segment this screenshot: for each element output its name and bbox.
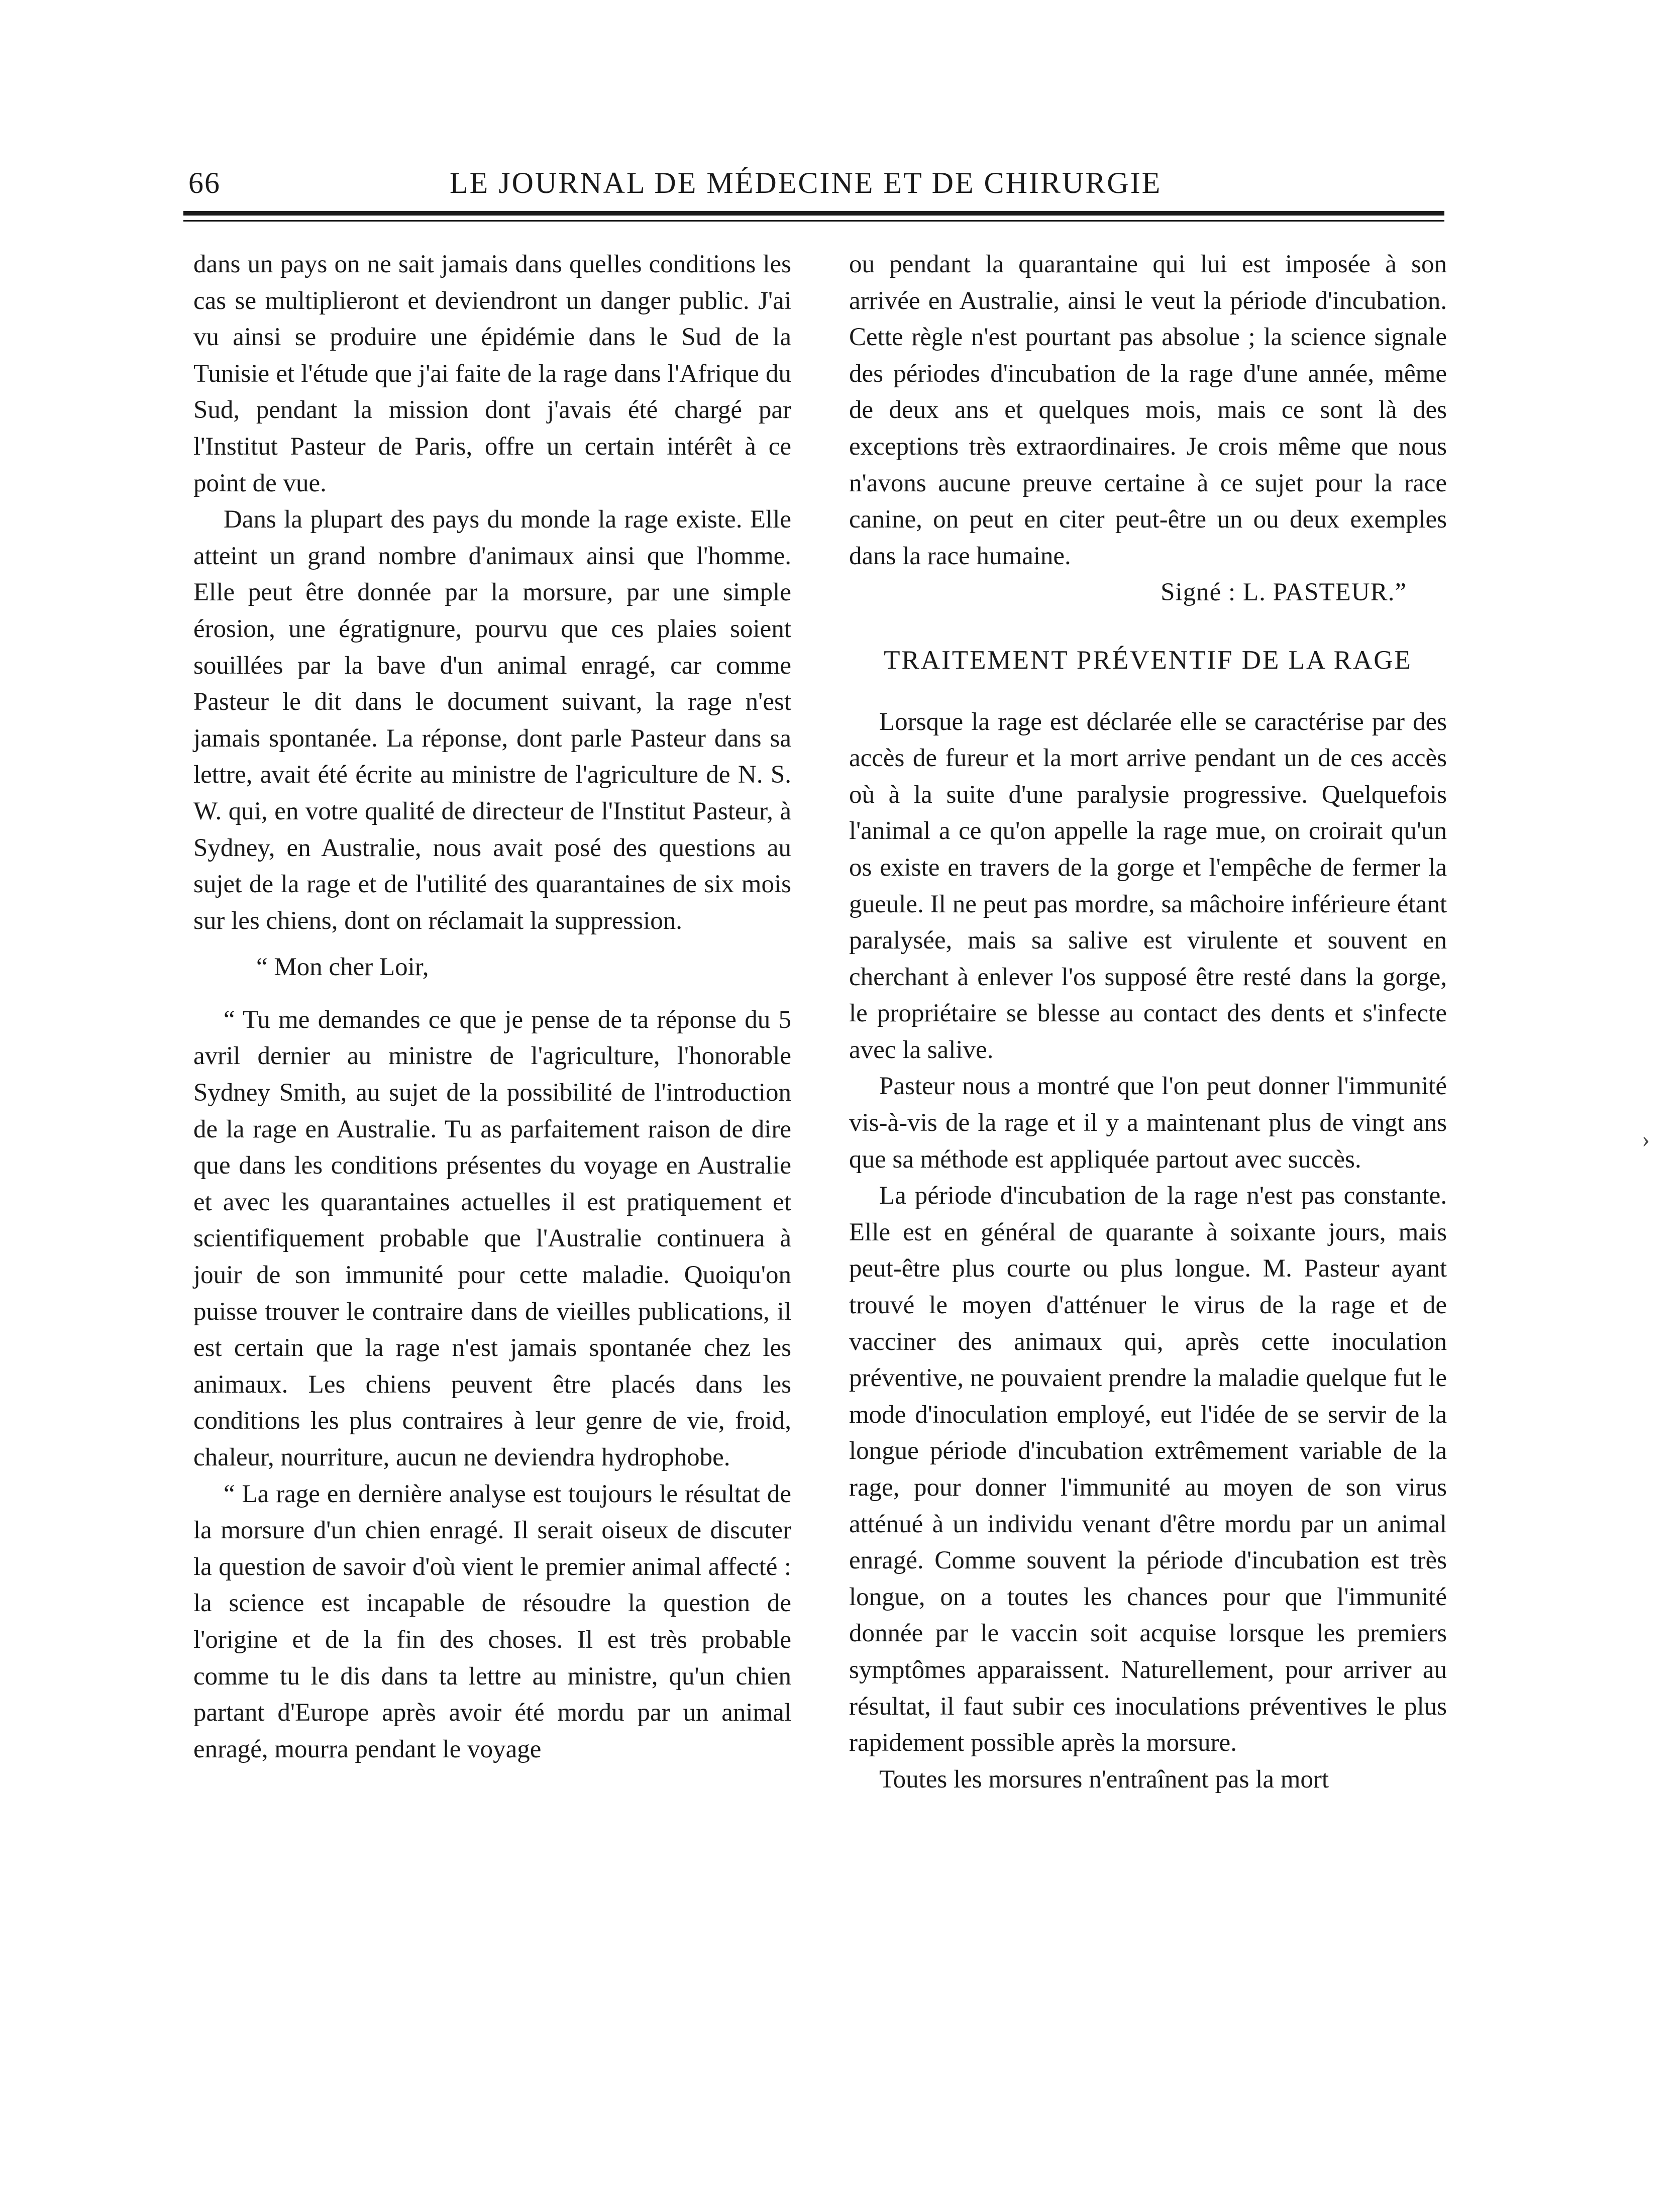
header-rule-thick [183,211,1444,216]
paragraph: Pasteur nous a montré que l'on peut donner l'immunité vis-à-vis de la rage et il y a maintenant plus de vingt ans que sa méthode est appliquée partout avec succès. [849,1072,1447,1174]
page-header [188,166,1444,211]
header-rule-thin [183,220,1444,222]
paragraph: dans un pays on ne sait jamais dans quelles conditions les cas se multiplieront et deviendront un danger public. J'ai vu ainsi se produire une épidémie dans le Sud de la Tunisie et l'étude que j'ai faite de la rage dans l'Afrique du Sud, pendant la mission dont j'avais été chargé par l'Institut Pasteur de Paris, offre un certain intérêt à ce point de vue. [193,250,791,497]
paragraph: La période d'incubation de la rage n'est pas constante. Elle est en général de quarante à soixante jours, mais peut-être plus courte ou plus longue. M. Pasteur ayant trouvé le moyen d'atténuer le virus de la rage et de vacciner des animaux qui, après cette inoculation préventive, ne pouvaient prendre la maladie quelque fut le mode d'inoculation employé, eut l'idée de se servir de la longue période d'incubation extrêmement variable de la rage, pour donner l'immunité au moyen de son virus atténué à un individu venant d'être mordu par un animal enragé. Comme souvent la période d'incubation est très longue, on a toutes les chances pour que l'immunité donnée par le vaccin soit acquise lorsque les premiers symptômes apparaissent. Naturellement, pour arriver au résultat, il faut subir ces inoculations préventives le plus rapidement possible après la morsure. [849,1182,1447,1757]
running-title: LE JOURNAL DE MÉDECINE ET DE CHIRURGIE [450,166,1162,199]
paragraph: Dans la plupart des pays du monde la rage existe. Elle atteint un grand nombre d'animaux ainsi que l'homme. Elle peut être donnée par la morsure, par une simple érosion, une égratignure, pourvu que ces plaies soient souillées par la bave d'un animal enragé, car comme Pasteur le dit dans le document suivant, la rage n'est jamais spontanée. La réponse, dont parle Pasteur dans sa lettre, avait été écrite au ministre de l'agriculture de N. S. W. qui, en votre qualité de directeur de l'Institut Pasteur, à Sydney, en Australie, nous avait posé des questions au sujet de la rage et de l'utilité des quarantaines de six mois sur les chiens, dont on réclamait la suppression. [193,505,791,935]
letter-signature: Signé : L. PASTEUR.” [1161,578,1407,607]
page-number: 66 [188,166,221,199]
letter-paragraph: “ Tu me demandes ce que je pense de ta réponse du 5 avril dernier au ministre de l'agriculture, l'honorable Sydney Smith, au sujet de la possibilité de l'introduction de la rage en Australie. Tu as parfaitement raison de dire que dans les conditions présentes du voyage en Australie et avec les quarantaines actuelles il est pratiquement et scientifiquement probable que l'Australie continuera à jouir de son immunité pour cette maladie. Quoiqu'on puisse trouver le contraire dans de vieilles publications, il est certain que la rage n'est jamais spontanée chez les animaux. Les chiens peuvent être placés dans les conditions les plus contraires à leur genre de vie, froid, chaleur, nourriture, aucun ne deviendra hydrophobe. [193,1005,791,1471]
letter-continuation: ou pendant la quarantaine qui lui est imposée à son arrivée en Australie, ainsi le veut la période d'incubation. Cette règle n'est pourtant pas absolue ; la science signale des périodes d'incubation de la rage d'une année, même de deux ans et quelques mois, mais ce sont là des exceptions très extraordinaires. Je crois même que nous n'avons aucune preuve certaine à ce sujet pour la race canine, on peut en citer peut-être un ou deux exemples dans la race humaine. [849,250,1447,570]
paragraph: Toutes les morsures n'entraînent pas la mort [879,1765,1329,1794]
paragraph: Lorsque la rage est déclarée elle se caractérise par des accès de fureur et la mort arrive pendant un de ces accès où à la suite d'une paralysie progressive. Quelquefois l'animal a ce qu'on appelle la rage mue, on croirait qu'un os existe en travers de la gorge et l'empêche de fermer la gueule. Il ne peut pas mordre, sa mâchoire inférieure étant paralysée, mais sa salive est virulente et souvent en cherchant à enlever l'os supposé être resté dans la gorge, le propriétaire se blesse au contact des dents et s'infecte avec la salive. [849,707,1447,1064]
left-column [193,246,791,1767]
page-edge-arrow-icon: › [1642,1126,1650,1152]
right-column [849,246,1447,1798]
letter-paragraph: “ La rage en dernière analyse est toujours le résultat de la morsure d'un chien enragé. Il serait oiseux de discuter la question de savoir d'où vient le premier animal affecté : la science est incapable de résoudre la question de l'origine et de la fin des choses. Il est très probable comme tu le dis dans ta lettre au ministre, qu'un chien partant d'Europe après avoir été mordu par un animal enragé, mourra pendant le voyage [193,1480,791,1763]
letter-salutation: “ Mon cher Loir, [256,953,429,982]
section-heading: TRAITEMENT PRÉVENTIF DE LA RAGE [884,645,1412,675]
